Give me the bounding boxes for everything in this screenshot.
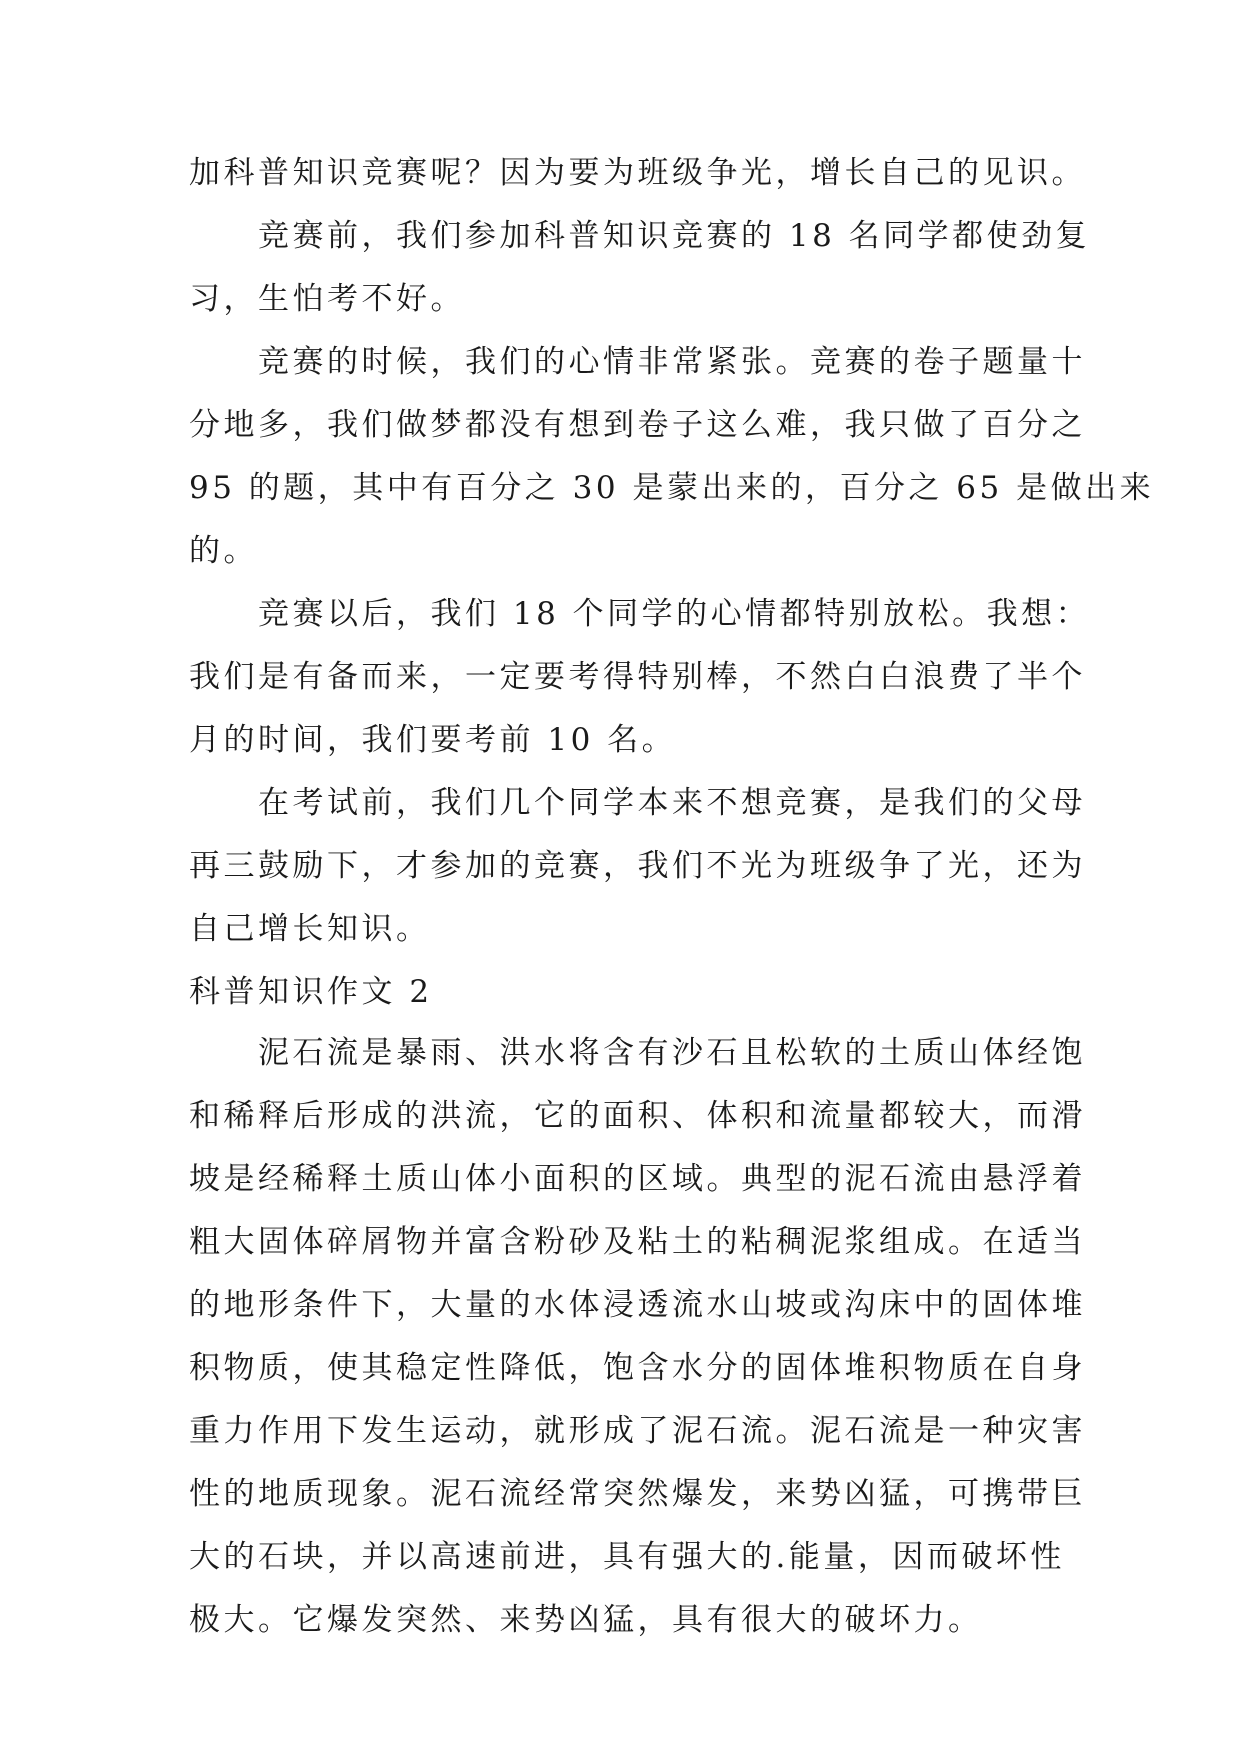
paragraph — [189, 215, 1091, 321]
text-line: 坡是经稀释土质山体小面积的区域。典型的泥石流由悬浮着 — [189, 1161, 1086, 1197]
text-line: 粗大固体碎屑物并富含粉砂及粘土的粘稠泥浆组成。在适当 — [189, 1224, 1086, 1260]
section-heading — [189, 971, 1069, 1014]
text-line: 极大。它爆发突然、来势凶猛，具有很大的破坏力。 — [189, 1602, 983, 1638]
text-line: 性的地质现象。泥石流经常突然爆发，来势凶猛，可携带巨 — [189, 1476, 1086, 1512]
text-line: 月的时间，我们要考前 10 名。 — [189, 722, 677, 758]
paragraph — [189, 1032, 1086, 1642]
document-body — [189, 152, 1155, 1642]
text-line: 竞赛以后，我们 18 个同学的心情都特别放松。我想： — [258, 596, 1091, 632]
text-line: 泥石流是暴雨、洪水将含有沙石且松软的土质山体经饱 — [258, 1035, 1086, 1071]
text-line: 自己增长知识。 — [189, 911, 431, 947]
text-line: 在考试前，我们几个同学本来不想竞赛，是我们的父母 — [258, 785, 1086, 821]
paragraph — [189, 341, 1155, 573]
text-line: 重力作用下发生运动，就形成了泥石流。泥石流是一种灾害 — [189, 1413, 1086, 1449]
text-line: 95 的题，其中有百分之 30 是蒙出来的，百分之 65 是做出来 — [189, 470, 1155, 506]
text-line: 分地多，我们做梦都没有想到卷子这么难，我只做了百分之 — [189, 407, 1086, 443]
text-line: 科普知识作文 2 — [189, 974, 433, 1010]
text-line: 竞赛的时候，我们的心情非常紧张。竞赛的卷子题量十 — [258, 344, 1086, 380]
paragraph — [189, 152, 1086, 195]
text-line: 大的石块，并以高速前进，具有强大的.能量，因而破坏性 — [189, 1539, 1065, 1575]
text-line: 我们是有备而来，一定要考得特别棒，不然白白浪费了半个 — [189, 659, 1086, 695]
text-line: 再三鼓励下，才参加的竞赛，我们不光为班级争了光，还为 — [189, 848, 1086, 884]
text-line: 竞赛前，我们参加科普知识竞赛的 18 名同学都使劲复 — [258, 218, 1091, 254]
text-line: 的。 — [189, 533, 258, 569]
text-line: 加科普知识竞赛呢？因为要为班级争光，增长自己的见识。 — [189, 155, 1086, 191]
text-line: 的地形条件下，大量的水体浸透流水山坡或沟床中的固体堆 — [189, 1287, 1086, 1323]
text-line: 积物质，使其稳定性降低，饱含水分的固体堆积物质在自身 — [189, 1350, 1086, 1386]
text-line: 和稀释后形成的洪流，它的面积、体积和流量都较大，而滑 — [189, 1098, 1086, 1134]
text-line: 习，生怕考不好。 — [189, 281, 465, 317]
paragraph — [189, 593, 1091, 762]
paragraph — [189, 782, 1086, 951]
